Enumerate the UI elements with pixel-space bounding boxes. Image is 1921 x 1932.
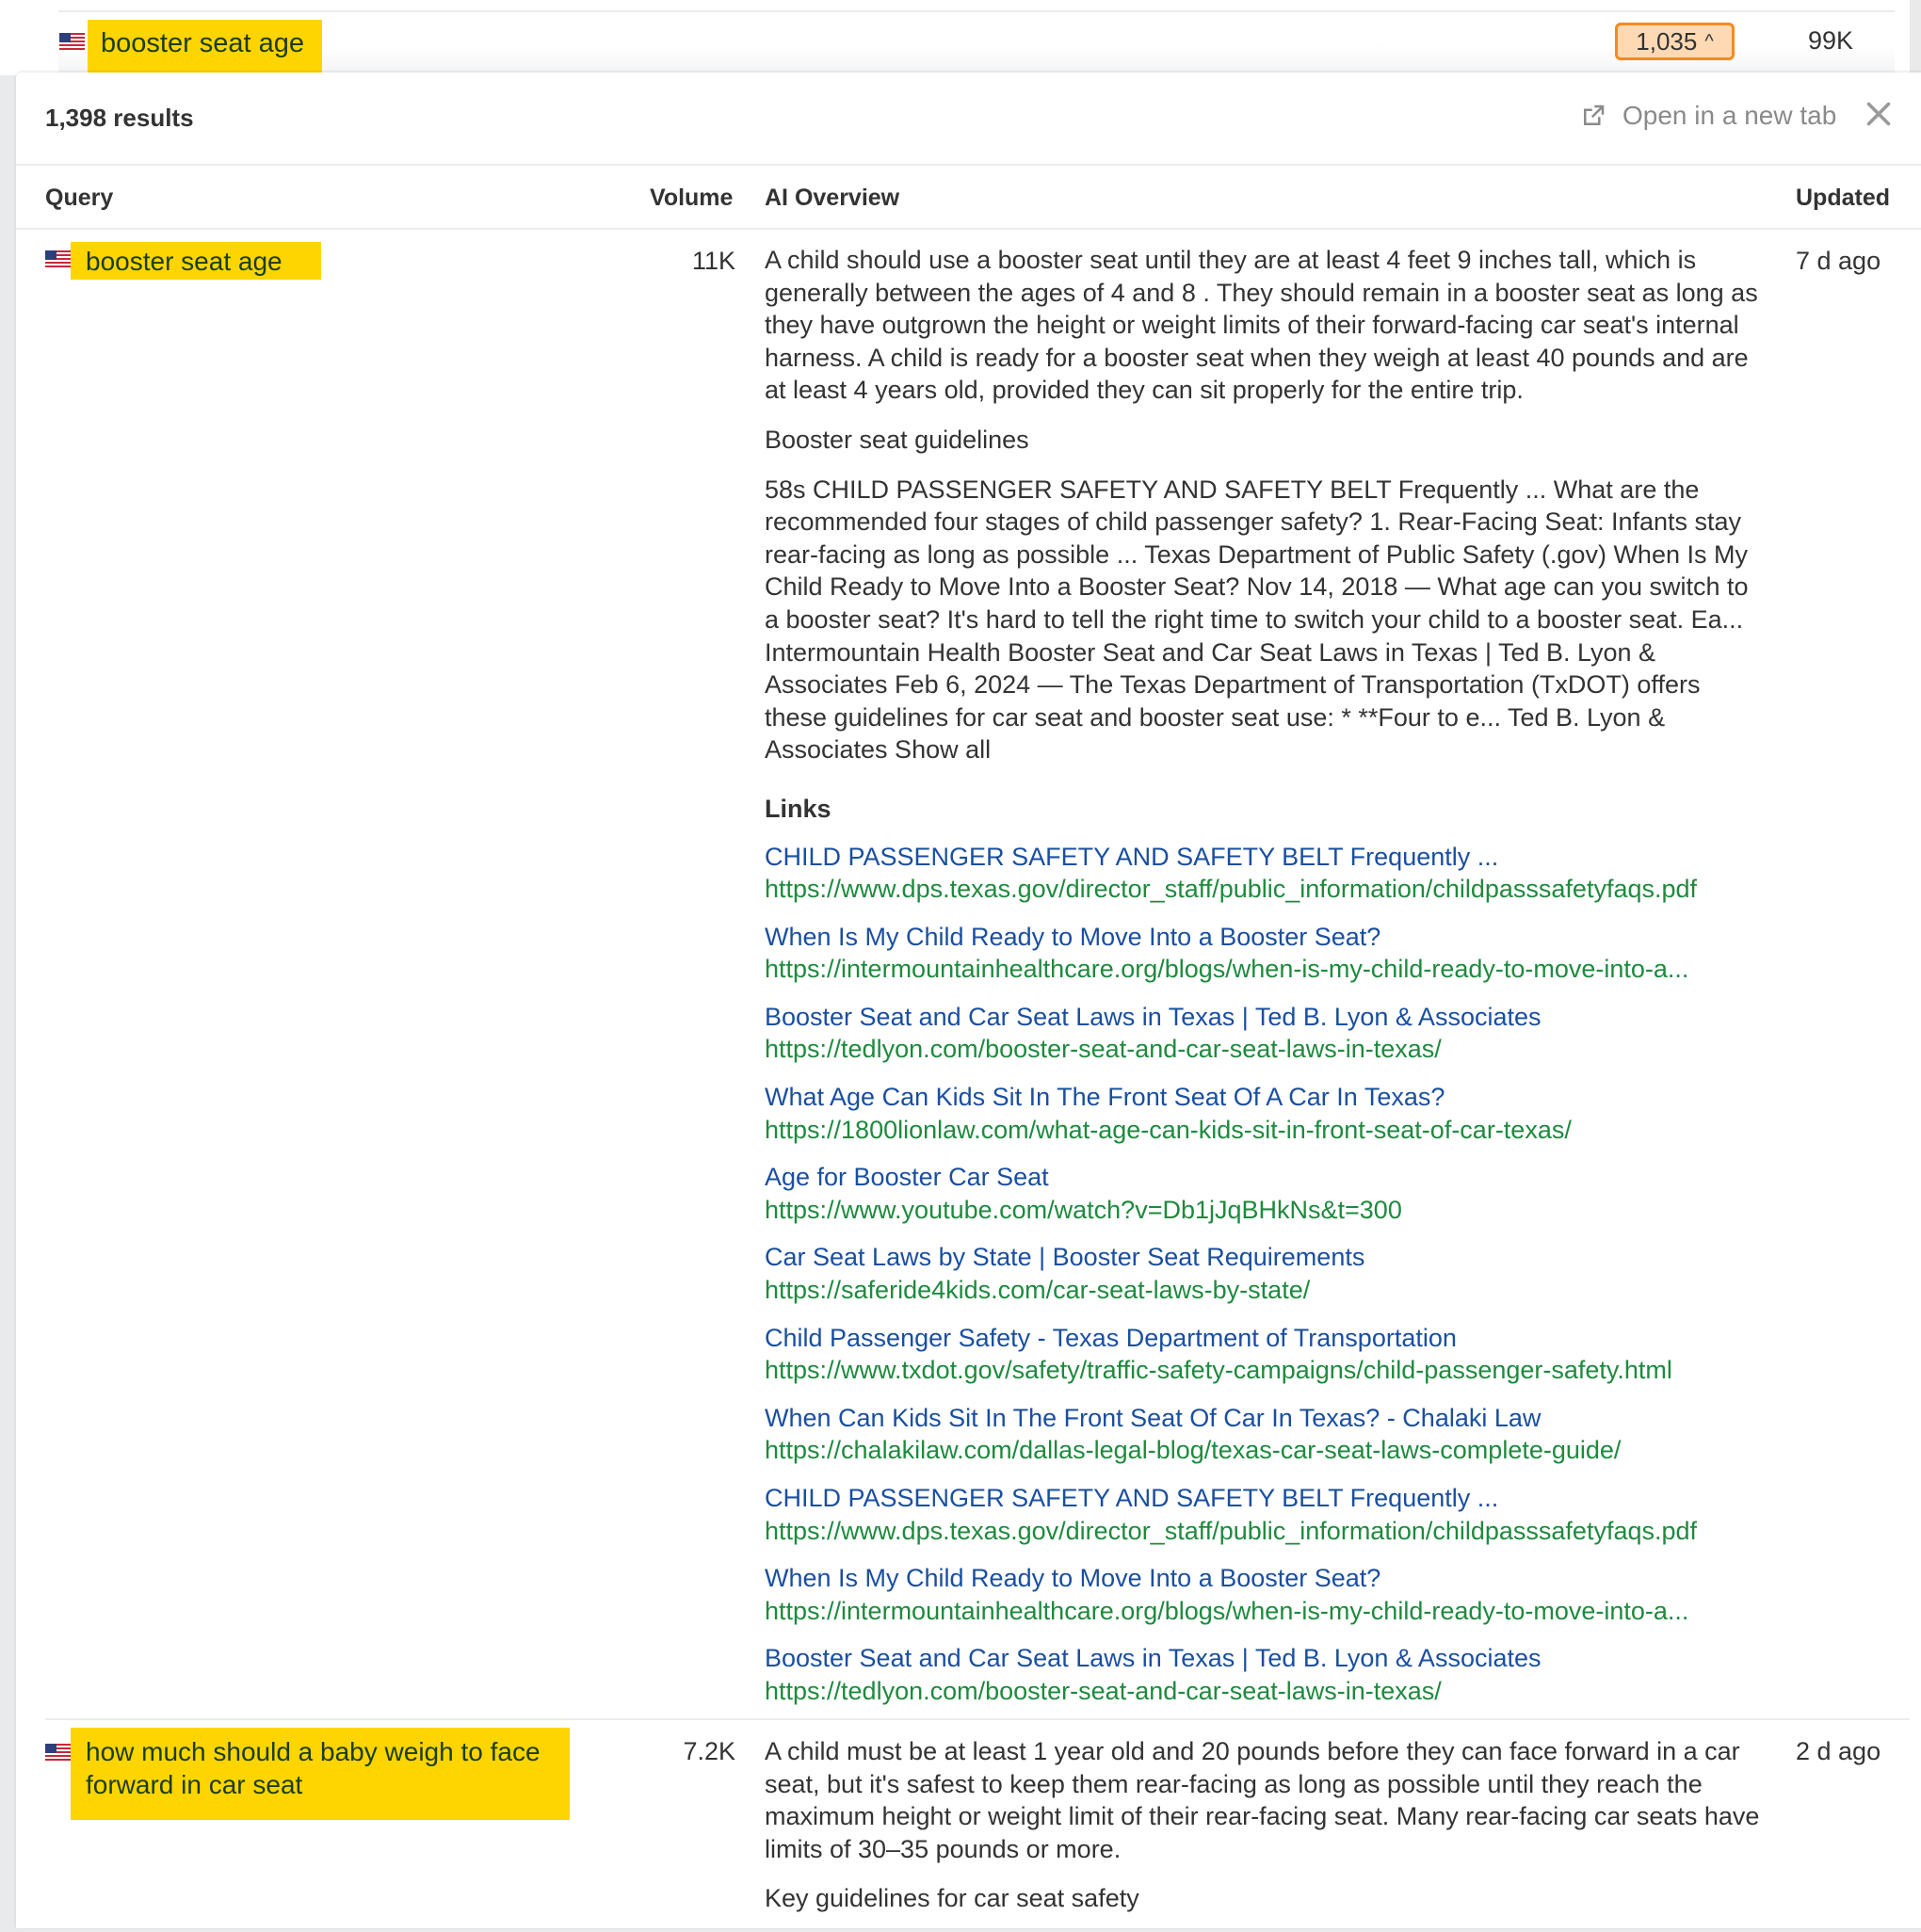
ai-overview-panel: [16, 72, 1921, 1928]
volume-value: 11K: [691, 247, 735, 275]
overview-subheading: Booster seat guidelines: [765, 425, 1029, 454]
left-gutter: [0, 0, 17, 1928]
column-header-volume[interactable]: Volume: [650, 185, 734, 211]
link-item: [765, 841, 1763, 906]
link-url[interactable]: https://tedlyon.com/booster-seat-and-car-seat-laws-in-texas/: [765, 1035, 1442, 1064]
ai-overview-count-badge[interactable]: [1615, 23, 1735, 60]
table-header: [16, 166, 1921, 230]
overview-sources-text: 58s CHILD PASSENGER SAFETY AND SAFETY BELT Frequently ... What are the recommended four stages of child passenger safety? 1. Rear-Facing Seat: Infants stay rear-facing as long as possible ... Texas Department of Public Safety (.gov) When Is My Child Ready to Move Into a Booster Seat? Nov 14, 2018 — What age can you switch to a booster seat? It's hard to tell the right time to switch your child to a booster seat. Ea... Intermountain Health Booster Seat and Car Seat Laws in Texas | Ted B. Lyon & Associates Feb 6, 2024 — The Texas Department of Transportation (TxDOT) offers these guidelines for car seat and booster seat use: * **Four to e... Ted B. Lyon & Associates Show all: [765, 475, 1749, 765]
column-header-ai-overview[interactable]: AI Overview: [765, 185, 900, 211]
overview-subheading: Key guidelines for car seat safety: [765, 1884, 1139, 1913]
row-divider: [58, 10, 1895, 12]
link-url[interactable]: https://www.dps.texas.gov/director_staff/public_information/childpasssafetyfaqs.pdf: [765, 875, 1698, 904]
link-item: [765, 1081, 1763, 1146]
link-url[interactable]: https://intermountainhealthcare.org/blogs/when-is-my-child-ready-to-move-into-a...: [765, 955, 1689, 984]
link-title[interactable]: Age for Booster Car Seat: [765, 1163, 1049, 1192]
link-title[interactable]: When Is My Child Ready to Move Into a Booster Seat?: [765, 1564, 1381, 1593]
updated-time: 2 d ago: [1796, 1737, 1881, 1765]
us-flag-icon: [45, 250, 71, 267]
link-item: [765, 1562, 1763, 1627]
link-url[interactable]: https://www.dps.texas.gov/director_staff/public_information/childpasssafetyfaqs.pdf: [765, 1516, 1698, 1545]
link-title[interactable]: Car Seat Laws by State | Booster Seat Requirements: [765, 1243, 1365, 1272]
chevron-up-icon: ^: [1704, 30, 1714, 52]
us-flag-icon: [45, 1744, 71, 1761]
link-item: [765, 1482, 1763, 1547]
background-query-chip[interactable]: booster seat age: [88, 20, 322, 77]
link-url[interactable]: https://intermountainhealthcare.org/blogs/when-is-my-child-ready-to-move-into-a...: [765, 1596, 1689, 1625]
panel-header: [16, 72, 1921, 166]
link-title[interactable]: CHILD PASSENGER SAFETY AND SAFETY BELT Frequently ...: [765, 842, 1499, 871]
close-icon[interactable]: [1862, 97, 1896, 131]
link-url[interactable]: https://tedlyon.com/booster-seat-and-car-seat-laws-in-texas/: [765, 1676, 1442, 1705]
volume-value: 7.2K: [683, 1737, 735, 1765]
link-title[interactable]: Booster Seat and Car Seat Laws in Texas | Ted B. Lyon & Associates: [765, 1002, 1542, 1031]
link-item: [765, 1161, 1763, 1226]
link-url[interactable]: https://www.youtube.com/watch?v=Db1jJqBHkNs&t=300: [765, 1195, 1402, 1224]
query-chip[interactable]: how much should a baby weigh to face forward in car seat: [71, 1728, 570, 1820]
ai-overview-content: [765, 1735, 1763, 1932]
link-item: [765, 1402, 1763, 1467]
link-title[interactable]: Child Passenger Safety - Texas Department of Transportation: [765, 1323, 1457, 1352]
row-divider: [45, 1718, 1910, 1720]
links-heading: Links: [765, 794, 831, 823]
us-flag-icon: [59, 33, 85, 50]
ai-overview-content: [765, 244, 1763, 1723]
link-url[interactable]: https://www.txdot.gov/safety/traffic-safety-campaigns/child-passenger-safety.html: [765, 1356, 1672, 1385]
link-item: [765, 1642, 1763, 1707]
open-in-new-tab-label: Open in a new tab: [1622, 101, 1837, 130]
link-url[interactable]: https://chalakilaw.com/dallas-legal-blog/texas-car-seat-laws-complete-guide/: [765, 1436, 1622, 1465]
badge-value: 1,035: [1636, 26, 1698, 56]
link-title[interactable]: What Age Can Kids Sit In The Front Seat Of A Car In Texas?: [765, 1083, 1445, 1112]
column-header-updated[interactable]: Updated: [1796, 185, 1890, 211]
open-in-new-tab-button[interactable]: [1579, 101, 1836, 131]
external-link-icon: [1579, 102, 1607, 130]
results-count: 1,398 results: [45, 104, 194, 132]
link-item: [765, 1001, 1763, 1066]
link-title[interactable]: When Is My Child Ready to Move Into a Booster Seat?: [765, 922, 1381, 951]
updated-time: 7 d ago: [1796, 247, 1881, 275]
link-item: [765, 921, 1763, 986]
link-url[interactable]: https://saferide4kids.com/car-seat-laws-by-state/: [765, 1276, 1311, 1305]
query-chip[interactable]: booster seat age: [71, 242, 321, 280]
background-volume: 99K: [1808, 26, 1854, 55]
column-header-query[interactable]: Query: [45, 185, 114, 211]
overview-summary: A child should use a booster seat until they are at least 4 feet 9 inches tall, which is generally between the ages of 4 and 8 . They should remain in a booster seat as long as they have outgrown the height or weight limits of their forward-facing car seat's internal harness. A child is ready for a booster seat when they weigh at least 40 pounds and are at least 4 years old, provided they can sit properly for the entire trip.: [765, 246, 1758, 405]
scrollbar-track[interactable]: [1910, 0, 1921, 75]
link-title[interactable]: Booster Seat and Car Seat Laws in Texas | Ted B. Lyon & Associates: [765, 1644, 1542, 1673]
link-url[interactable]: https://1800lionlaw.com/what-age-can-kids-sit-in-front-seat-of-car-texas/: [765, 1115, 1572, 1144]
link-item: [765, 1322, 1763, 1387]
overview-summary: A child must be at least 1 year old and 20 pounds before they can face forward in a car seat, but it's safest to keep them rear-facing as long as possible until they reach the maximum height or weight limit of their rear-facing seat. Many rear-facing car seats have limits of 30–35 pounds or more.: [765, 1737, 1760, 1863]
link-title[interactable]: When Can Kids Sit In The Front Seat Of Car In Texas? - Chalaki Law: [765, 1403, 1542, 1432]
link-title[interactable]: CHILD PASSENGER SAFETY AND SAFETY BELT Frequently ...: [765, 1484, 1499, 1512]
link-item: [765, 1241, 1763, 1306]
background-keyword-row: [0, 0, 1921, 75]
